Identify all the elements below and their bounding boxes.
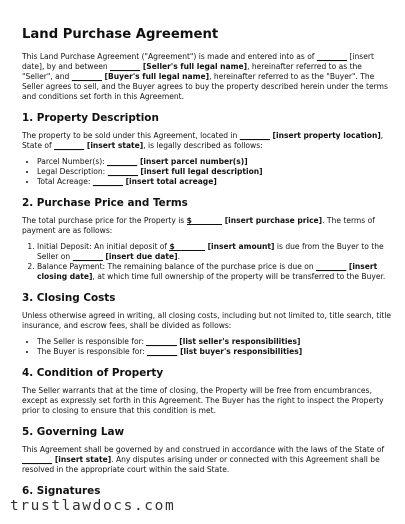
document-title: Land Purchase Agreement (22, 27, 219, 42)
list-item (37, 242, 392, 262)
section-1-paragraph (22, 131, 392, 151)
text: is due from the Buyer to the Seller on (37, 242, 384, 261)
field-placeholder: [insert full legal description] (137, 167, 263, 176)
watermark: trustlawdocs.com (10, 498, 176, 514)
closing-costs-list (22, 337, 392, 357)
text: , State of (22, 131, 384, 150)
list-item (37, 157, 392, 167)
list-item (37, 177, 392, 187)
blank-line: ________ (92, 177, 123, 186)
field-placeholder: [insert amount] (204, 242, 275, 251)
field-placeholder: [insert state] (84, 141, 144, 150)
item-label: Parcel Number(s): (37, 157, 108, 166)
text: The property to be sold under this Agreement, located in (22, 131, 240, 140)
field-placeholder: [list buyer's responsibilities] (177, 347, 303, 356)
section-heading-4: 4. Condition of Property (22, 367, 164, 379)
text: , hereinafter referred to as the "Seller", and (22, 62, 362, 81)
list-item (37, 262, 392, 282)
section-heading-2: 2. Purchase Price and Terms (22, 197, 188, 209)
blank-line: $________ (169, 242, 205, 251)
blank-line: ________ (239, 131, 270, 140)
item-label: Total Acreage: (37, 177, 93, 186)
blank-line: $________ (186, 216, 223, 225)
text: This Agreement shall be governed by and construed in accordance with the laws of the State of (22, 445, 385, 454)
agreement-document (22, 27, 392, 504)
text: , at which time full ownership of the property will be transferred to the Buyer. (92, 272, 386, 281)
item-label: Legal Description: (37, 167, 108, 176)
item-label: The Buyer is responsible for: (37, 347, 148, 356)
field-placeholder: [insert parcel number(s)] (137, 157, 248, 166)
list-item (37, 337, 392, 347)
list-item (37, 347, 392, 357)
blank-line: ________ (54, 141, 85, 150)
text: The total purchase price for the Property is (22, 216, 187, 225)
blank-line: ________ (146, 337, 177, 346)
field-placeholder: [insert purchase price] (222, 216, 323, 225)
field-placeholder: [list seller's responsibilities] (176, 337, 301, 346)
text: [insert date], by and between (22, 52, 374, 71)
text: This Land Purchase Agreement ("Agreement") is made and entered into as of (22, 52, 317, 61)
section-heading-6: 6. Signatures (22, 485, 101, 497)
field-placeholder: [insert state] (52, 455, 112, 464)
blank-line: ________ (316, 52, 348, 61)
section-heading-1: 1. Property Description (22, 112, 159, 124)
text: , hereinafter referred to as the "Buyer". The Seller agrees to sell, and the Buyer agrees to buy the property described herein under the terms and conditions set forth in this Agreement. (22, 72, 388, 101)
section-5-paragraph (22, 445, 392, 475)
field-placeholder: [insert closing date] (37, 262, 378, 281)
blank-line: ________ (110, 62, 141, 71)
section-heading-5: 5. Governing Law (22, 426, 125, 438)
section-3-paragraph: Unless otherwise agreed in writing, all closing costs, including but not limited to, title search, title insurance, and escrow fees, shall be divided as follows: (22, 311, 392, 330)
blank-line: ________ (72, 252, 103, 261)
blank-line: ________ (22, 455, 53, 464)
blank-line: ________ (107, 157, 138, 166)
field-placeholder: [insert total acreage] (122, 177, 217, 186)
payment-terms-list (22, 242, 392, 282)
section-4-paragraph: The Seller warrants that at the time of closing, the Property will be free from encumbrances, except as expressly set forth in this Agreement. The Buyer has the right to inspect the Property prior to closing to ensure that this condition is met. (22, 386, 384, 415)
field-placeholder: [insert due date] (102, 252, 178, 261)
section-heading-3: 3. Closing Costs (22, 292, 116, 304)
text: Balance Payment: The remaining balance of the purchase price is due on (37, 262, 317, 271)
blank-line: ________ (107, 167, 138, 176)
section-2-paragraph (22, 216, 392, 236)
intro-paragraph (22, 52, 392, 102)
field-placeholder: [insert property location] (269, 131, 381, 140)
field-placeholder: [Seller's full legal name] (140, 62, 248, 71)
text: . Any disputes arising under or connected with this Agreement shall be resolved in the appropriate court within the said State. (22, 455, 380, 474)
text: Initial Deposit: An initial deposit of (37, 242, 170, 251)
text: , is legally described as follows: (143, 141, 263, 150)
property-details-list (22, 157, 392, 187)
text: . The terms of payment are as follows: (22, 216, 375, 235)
blank-line: ________ (71, 72, 102, 81)
item-label: The Seller is responsible for: (37, 337, 147, 346)
field-placeholder: [Buyer's full legal name] (101, 72, 210, 81)
blank-line: ________ (147, 347, 178, 356)
list-item (37, 167, 392, 177)
text: . (177, 252, 180, 261)
blank-line: ________ (316, 262, 347, 271)
